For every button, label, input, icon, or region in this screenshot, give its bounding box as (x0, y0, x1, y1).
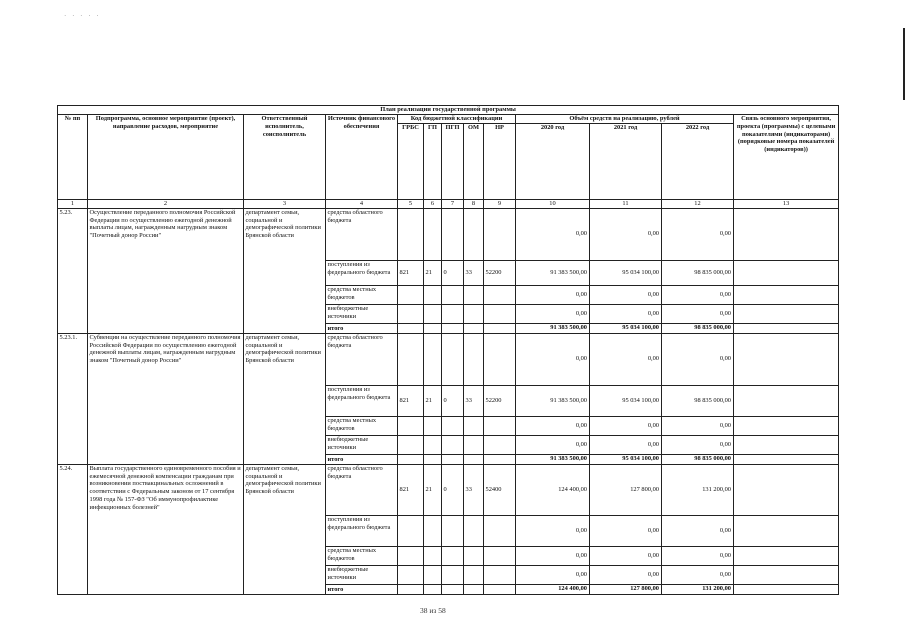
indicator-link (734, 435, 839, 454)
activity-name: Субвенции на осуществление переданного полномочия Российской Федерации по осуществлению ежегодной денежной выплаты лицам, награжденным нагрудным знаком "Почетный донор России" (88, 333, 244, 464)
responsible-executor: департамент семьи, социальной и демографической политики Брянской области (244, 464, 326, 594)
budget-code: 33 (464, 385, 484, 416)
budget-code (442, 546, 464, 565)
header-name: Подпрограмма, основное мероприятие (проект), направление расходов, мероприятие (88, 115, 244, 200)
budget-code (484, 546, 516, 565)
indicator-link (734, 515, 839, 546)
budget-code (484, 565, 516, 584)
amount-2022: 0,00 (662, 546, 734, 565)
amount-2021: 95 034 100,00 (590, 385, 662, 416)
responsible-executor: департамент семьи, социальной и демографической политики Брянской области (244, 333, 326, 464)
funding-source: внебюджетные источники (326, 565, 398, 584)
funding-source: поступления из федерального бюджета (326, 260, 398, 285)
amount-2022: 98 835 000,00 (662, 385, 734, 416)
budget-code (398, 584, 424, 594)
budget-code: 821 (398, 464, 424, 515)
budget-code: 821 (398, 385, 424, 416)
amount-2020: 124 400,00 (516, 464, 590, 515)
amount-2020: 0,00 (516, 304, 590, 323)
budget-code (424, 565, 442, 584)
column-index-cell: 9 (484, 200, 516, 209)
funding-source: средства местных бюджетов (326, 416, 398, 435)
amount-2021: 95 034 100,00 (590, 454, 662, 464)
budget-code (442, 323, 464, 333)
header-2022: 2022 год (662, 124, 734, 200)
indicator-link (734, 304, 839, 323)
amount-2022: 0,00 (662, 208, 734, 260)
amount-2022: 131 200,00 (662, 584, 734, 594)
budget-code (484, 454, 516, 464)
budget-code: 21 (424, 260, 442, 285)
activity-name: Осуществление переданного полномочия Российской Федерации по осуществлению ежегодной денежной выплаты лицам, награжденным нагрудным знаком "Почетный донор России" (88, 208, 244, 333)
responsible-executor: департамент семьи, социальной и демографической политики Брянской области (244, 208, 326, 333)
indicator-link (734, 323, 839, 333)
header-volume: Объём средств на реализацию, рублей (516, 115, 734, 124)
amount-2022: 0,00 (662, 416, 734, 435)
budget-code (464, 323, 484, 333)
amount-2020: 0,00 (516, 285, 590, 304)
budget-code: 52200 (484, 260, 516, 285)
amount-2021: 0,00 (590, 208, 662, 260)
amount-2020: 0,00 (516, 416, 590, 435)
amount-2021: 0,00 (590, 515, 662, 546)
funding-source: средства областного бюджета (326, 208, 398, 260)
budget-code (424, 333, 442, 385)
budget-code (464, 584, 484, 594)
header-responsible: Ответственный исполнитель, соисполнитель (244, 115, 326, 200)
indicator-link (734, 454, 839, 464)
amount-2020: 0,00 (516, 515, 590, 546)
funding-source: итого (326, 454, 398, 464)
budget-code (424, 323, 442, 333)
header-nr: НР (484, 124, 516, 200)
column-index-cell: 2 (88, 200, 244, 209)
indicator-link (734, 385, 839, 416)
amount-2021: 0,00 (590, 546, 662, 565)
budget-code (398, 565, 424, 584)
header-pgp: ПГП (442, 124, 464, 200)
budget-code (442, 515, 464, 546)
amount-2020: 0,00 (516, 435, 590, 454)
funding-source: поступления из федерального бюджета (326, 385, 398, 416)
amount-2022: 0,00 (662, 515, 734, 546)
header-budget-classification: Код бюджетной классификации (398, 115, 516, 124)
header-gp: ГП (424, 124, 442, 200)
column-index-cell: 3 (244, 200, 326, 209)
indicator-link (734, 464, 839, 515)
budget-code (398, 546, 424, 565)
activity-name: Выплата государственного единовременного пособия и ежемесячной денежной компенсации гражданам при возникновении поствакцинальных осложнений в соответствии с Федеральным законом от 17 сентября 1998 года № 157-ФЗ "Об иммунопрофилактике инфекционных болезней" (88, 464, 244, 594)
amount-2020: 0,00 (516, 546, 590, 565)
budget-code (442, 416, 464, 435)
budget-code (398, 333, 424, 385)
budget-code (484, 515, 516, 546)
column-index-cell: 8 (464, 200, 484, 209)
column-index-cell: 5 (398, 200, 424, 209)
budget-code (398, 416, 424, 435)
budget-code: 21 (424, 385, 442, 416)
amount-2022: 98 835 000,00 (662, 454, 734, 464)
indicator-link (734, 546, 839, 565)
funding-source: средства областного бюджета (326, 333, 398, 385)
scan-dots: · · · · · (64, 12, 101, 20)
amount-2021: 95 034 100,00 (590, 260, 662, 285)
row-number: 5.24. (58, 464, 88, 594)
amount-2022: 131 200,00 (662, 464, 734, 515)
column-index-cell: 1 (58, 200, 88, 209)
budget-code (484, 208, 516, 260)
budget-code (398, 285, 424, 304)
budget-code (484, 285, 516, 304)
indicator-link (734, 584, 839, 594)
amount-2020: 91 383 500,00 (516, 323, 590, 333)
amount-2020: 0,00 (516, 208, 590, 260)
budget-code (398, 435, 424, 454)
budget-code (484, 435, 516, 454)
budget-code: 33 (464, 260, 484, 285)
column-index-cell: 13 (734, 200, 839, 209)
header-grbs: ГРБС (398, 124, 424, 200)
budget-code: 33 (464, 464, 484, 515)
budget-code (442, 304, 464, 323)
budget-code: 21 (424, 464, 442, 515)
budget-code (424, 515, 442, 546)
budget-code (398, 515, 424, 546)
header-2020: 2020 год (516, 124, 590, 200)
indicator-link (734, 208, 839, 260)
amount-2021: 0,00 (590, 285, 662, 304)
amount-2022: 0,00 (662, 333, 734, 385)
budget-code (398, 454, 424, 464)
budget-code (464, 208, 484, 260)
amount-2022: 0,00 (662, 565, 734, 584)
table-body (58, 200, 839, 595)
budget-code (442, 208, 464, 260)
funding-source: итого (326, 323, 398, 333)
funding-source: внебюджетные источники (326, 304, 398, 323)
column-index-cell: 12 (662, 200, 734, 209)
budget-code (442, 285, 464, 304)
program-plan-table (57, 105, 839, 595)
amount-2021: 0,00 (590, 565, 662, 584)
budget-code (398, 208, 424, 260)
header-link: Связь основного мероприятия, проекта (программы) с целевыми показателями (индикаторами) (порядковые номера показателей (индикаторов)) (734, 115, 839, 200)
budget-code (484, 333, 516, 385)
amount-2022: 0,00 (662, 304, 734, 323)
column-index-cell: 7 (442, 200, 464, 209)
budget-code: 0 (442, 260, 464, 285)
amount-2021: 0,00 (590, 333, 662, 385)
budget-code: 0 (442, 464, 464, 515)
budget-code (464, 515, 484, 546)
budget-code (484, 323, 516, 333)
amount-2021: 0,00 (590, 304, 662, 323)
budget-code (464, 546, 484, 565)
funding-source: поступления из федерального бюджета (326, 515, 398, 546)
header-source: Источник финансового обеспечения (326, 115, 398, 200)
amount-2020: 91 383 500,00 (516, 454, 590, 464)
budget-code: 52400 (484, 464, 516, 515)
header-num: № пп (58, 115, 88, 200)
budget-code: 821 (398, 260, 424, 285)
budget-code (424, 435, 442, 454)
budget-code (424, 285, 442, 304)
table-row (58, 208, 839, 260)
budget-code (464, 435, 484, 454)
indicator-link (734, 565, 839, 584)
budget-code (424, 304, 442, 323)
table-row (58, 333, 839, 385)
budget-code (424, 546, 442, 565)
budget-code (464, 454, 484, 464)
indicator-link (734, 416, 839, 435)
funding-source: средства местных бюджетов (326, 285, 398, 304)
indicator-link (734, 285, 839, 304)
table-title: План реализации государственной программы (58, 106, 839, 115)
budget-code (464, 333, 484, 385)
amount-2020: 91 383 500,00 (516, 385, 590, 416)
amount-2020: 91 383 500,00 (516, 260, 590, 285)
amount-2021: 127 800,00 (590, 464, 662, 515)
funding-source: средства областного бюджета (326, 464, 398, 515)
row-number: 5.23. (58, 208, 88, 333)
budget-code (398, 304, 424, 323)
indicator-link (734, 333, 839, 385)
funding-source: средства местных бюджетов (326, 546, 398, 565)
budget-code (484, 304, 516, 323)
budget-code (398, 323, 424, 333)
table-row (58, 464, 839, 515)
budget-code (442, 333, 464, 385)
column-index-cell: 6 (424, 200, 442, 209)
indicator-link (734, 260, 839, 285)
budget-code (442, 565, 464, 584)
column-index-cell: 4 (326, 200, 398, 209)
column-index-cell: 10 (516, 200, 590, 209)
amount-2020: 0,00 (516, 565, 590, 584)
funding-source: внебюджетные источники (326, 435, 398, 454)
budget-code (484, 416, 516, 435)
column-index-cell: 11 (590, 200, 662, 209)
budget-code (464, 304, 484, 323)
column-index-row (58, 200, 839, 209)
amount-2020: 124 400,00 (516, 584, 590, 594)
amount-2022: 0,00 (662, 435, 734, 454)
budget-code (464, 416, 484, 435)
row-number: 5.23.1. (58, 333, 88, 464)
budget-code (442, 454, 464, 464)
amount-2022: 98 835 000,00 (662, 323, 734, 333)
amount-2021: 95 034 100,00 (590, 323, 662, 333)
budget-code: 52200 (484, 385, 516, 416)
header-2021: 2021 год (590, 124, 662, 200)
budget-code (484, 584, 516, 594)
budget-code (424, 416, 442, 435)
budget-code (424, 454, 442, 464)
budget-code (464, 565, 484, 584)
amount-2021: 127 800,00 (590, 584, 662, 594)
header-om: ОМ (464, 124, 484, 200)
amount-2021: 0,00 (590, 435, 662, 454)
amount-2020: 0,00 (516, 333, 590, 385)
budget-code (424, 208, 442, 260)
amount-2022: 0,00 (662, 285, 734, 304)
budget-code (442, 435, 464, 454)
amount-2021: 0,00 (590, 416, 662, 435)
budget-code (442, 584, 464, 594)
funding-source: итого (326, 584, 398, 594)
budget-code: 0 (442, 385, 464, 416)
amount-2022: 98 835 000,00 (662, 260, 734, 285)
budget-code (424, 584, 442, 594)
page-number: 38 из 58 (420, 606, 446, 615)
budget-code (464, 285, 484, 304)
